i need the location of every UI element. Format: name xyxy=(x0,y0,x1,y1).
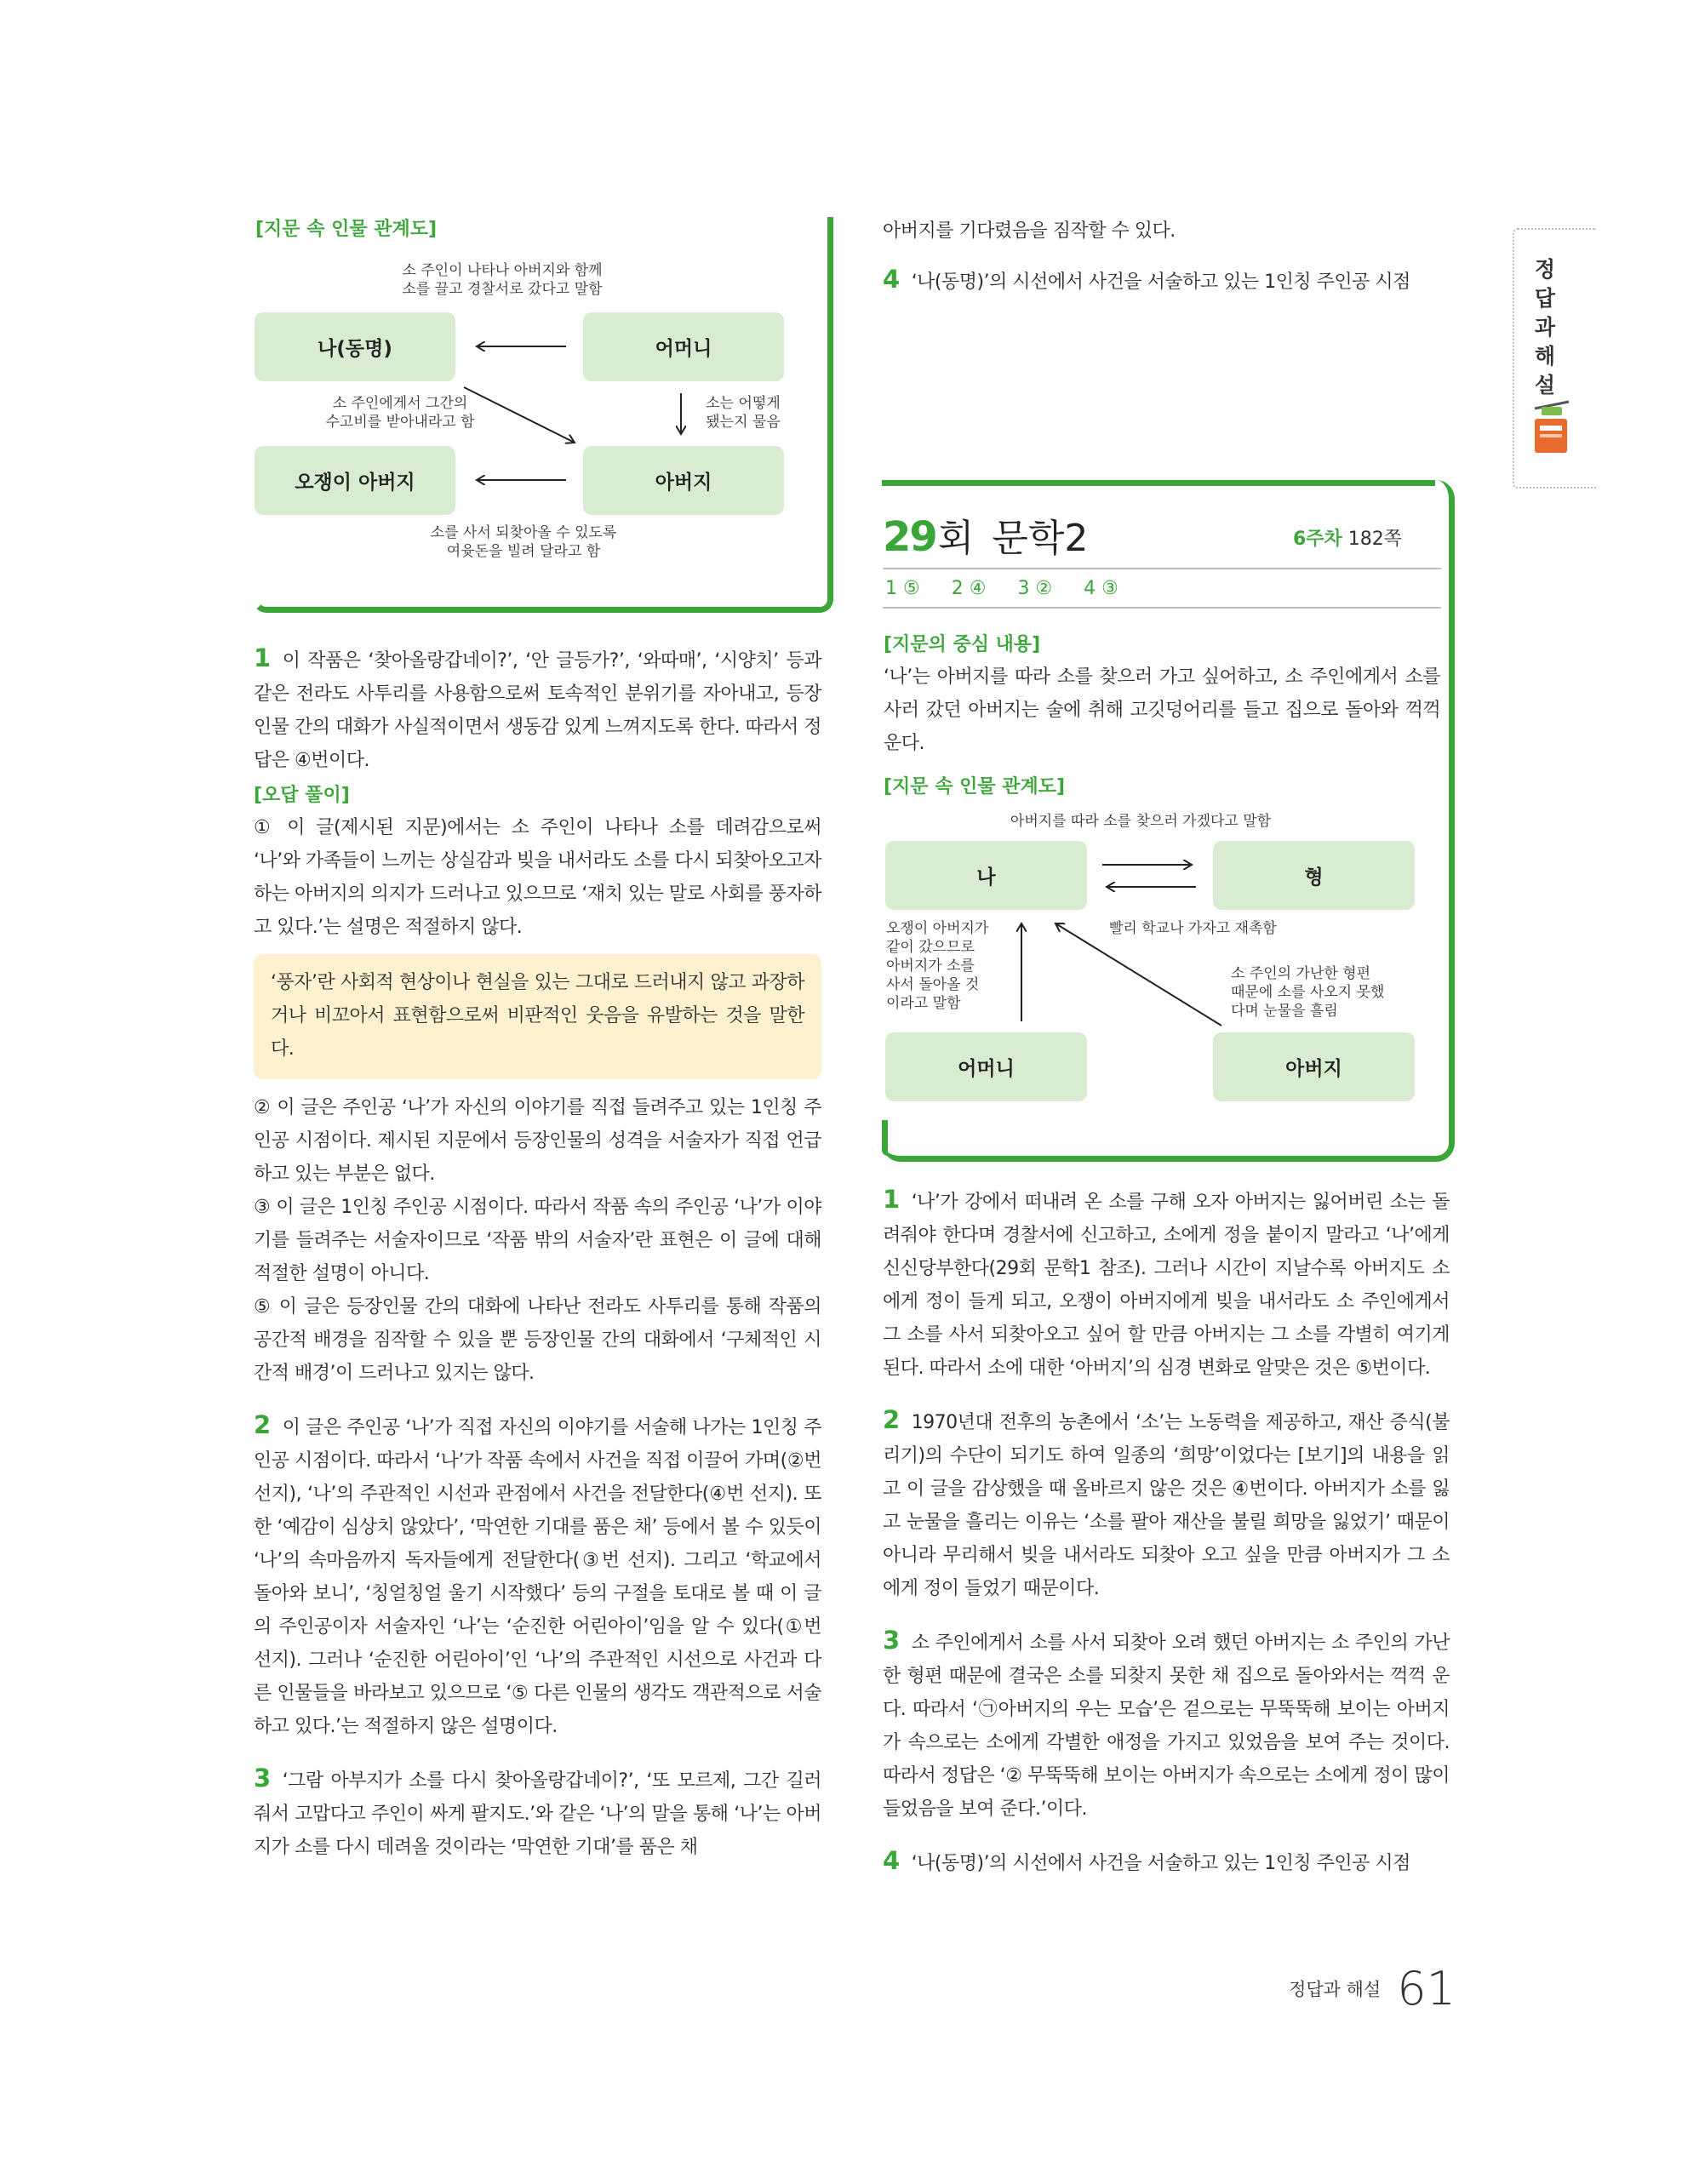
summary-text: ‘나’는 아버지를 따라 소를 찾으러 가고 싶어하고, 소 주인에게서 소를 사러 갔던 아버지는 술에 취해 고깃덩어리를 들고 집으로 돌아와 꺽꺽 운다. xyxy=(884,666,1440,754)
diagram-note: 오쟁이 아버지가 xyxy=(886,920,989,937)
diagram-note: 수고비를 받아내라고 함 xyxy=(325,414,475,431)
arrow xyxy=(1056,923,1221,1026)
diagram-note: 소를 사서 되찾아올 수 있도록 xyxy=(430,524,617,541)
diagram-note: 소 주인의 가난한 형편 xyxy=(1231,965,1371,982)
footer-label: 정답과 해설 xyxy=(1289,1979,1382,2000)
person-box-ojaeng-father: 오쟁이 아버지 xyxy=(255,446,455,515)
side-tab-label: 정답과해설 xyxy=(1534,257,1556,397)
diagram-note: 아버지를 따라 소를 찾으러 가겠다고 말함 xyxy=(1010,813,1272,830)
continued-text: 아버지를 기다렸음을 짐작할 수 있다. xyxy=(883,220,1176,242)
diagram-note: 사서 돌아올 것 xyxy=(886,976,980,993)
answer-1: 1 ‘나’가 강에서 떠내려 온 소를 구해 오자 아버지는 잃어버린 소는 돌려줘야 한다며 경찰서에 신고하고, 소에게 정을 붙이지 말라고 ‘나’에게 신신당부한다(29회 문학1 참조). 그러나 시간이 지날수록 아버지도 소에게 정이 들게 되고, 오쟁이 아버지에게 빚을 내서라도 소 주인에게서 그 소를 사서 되찾아오고 싶어 할 만큼 아버지는 그 소를 각별히 여기게 된다. 따라서 소에 대한 ‘아버지’의 심경 변화로 알맞은 것은 ⑤번이다. xyxy=(883,1185,1450,1379)
diagram-note: 같이 갔으므로 xyxy=(886,939,975,956)
wrong-answer-5: ⑤ 이 글은 등장인물 간의 대화에 나타난 전라도 사투리를 통해 작품의 공간적 배경을 짐작할 수 있을 뿐 등장인물 간의 대화에서 ‘구체적인 시간적 배경’이 드러나고 있지는 않다. xyxy=(254,1296,821,1384)
answer-2: 2 이 글은 주인공 ‘나’가 직접 자신의 이야기를 서술해 나가는 1인칭 주인공 시점이다. 따라서 ‘나’가 작품 속에서 사건을 직접 이끌어 가며(②번 선지), ‘나’의 주관적인 시선과 관점에서 사건을 전달한다(④번 선지). 또한 ‘예감이 심상치 않았다’, ‘막연한 기대를 품은 채’ 등에서 볼 수 있듯이 ‘나’의 속마음까지 독자들에게 전달한다(③번 선지). 그리고 ‘학교에서 돌아와 보니’, ‘칭얼칭얼 울기 시작했다’ 등의 구절을 토대로 볼 때 이 글의 주인공이자 서술자인 ‘나’는 ‘순진한 어린아이’임을 알 수 있다(①번 선지). 그러나 ‘순진한 어린아이’인 ‘나’의 주관적인 시선으로 사건과 다른 인물들을 바라보고 있으므로 ‘⑤ 다른 인물의 생각도 객관적으로 서술하고 있다.’는 적절하지 않은 설명이다. xyxy=(254,1410,821,1737)
summary-heading: [지문의 중심 내용] xyxy=(884,634,1041,655)
diagram-note: 소는 어떻게 xyxy=(706,395,781,412)
page-number: 61 xyxy=(1397,1962,1456,2015)
diagram-note: 빨리 학교나 가자고 재촉함 xyxy=(1109,920,1277,937)
answer-key-item: 1 ⑤ xyxy=(885,578,920,599)
note-text: ‘풍자’란 사회적 현상이나 현실을 있는 그대로 드러내지 않고 과장하거나 비꼬아서 표현함으로써 비판적인 웃음을 유발하는 것을 말한다. xyxy=(271,972,804,1060)
page-footer xyxy=(1251,1962,1456,2015)
diagram-note: 됐는지 물음 xyxy=(706,414,781,431)
week-label: 6주차 xyxy=(1292,529,1342,550)
answer-2: 2 1970년대 전후의 농촌에서 ‘소’는 노동력을 제공하고, 재산 증식(불리기)의 수단이 되기도 하여 일종의 ‘희망’이었다는 [보기]의 내용을 읽고 이 글을 감상했을 때 올바르지 않은 것은 ④번이다. 아버지가 소를 잃고 눈물을 흘리는 이유는 ‘소를 팔아 재산을 불릴 희망을 잃었기’ 때문이 아니라 무리해서 빚을 내서라도 되찾아 오고 싶을 만큼 아버지가 그 소에게 정이 들었기 때문이다. xyxy=(883,1405,1450,1599)
answer-key-item: 2 ④ xyxy=(951,578,987,599)
diagram-note: 소 주인에게서 그간의 xyxy=(332,395,468,412)
diagram-note: 소를 끌고 경찰서로 갔다고 말함 xyxy=(402,281,603,298)
person-box-father: 아버지 xyxy=(583,446,784,515)
section-hoe: 회 xyxy=(937,517,975,560)
person-box-father: 아버지 xyxy=(1213,1032,1415,1101)
wrong-answer-2: ② 이 글은 주인공 ‘나’가 자신의 이야기를 직접 들려주고 있는 1인칭 주인공 시점이다. 제시된 지문에서 등장인물의 성격을 서술자가 직접 언급하고 있는 부분은 없다. xyxy=(254,1097,821,1185)
diagram-title: [지문 속 인물 관계도] xyxy=(884,776,1066,798)
answer-key-item: 3 ② xyxy=(1017,578,1053,599)
diagram-note: 소 주인이 나타나 아버지와 함께 xyxy=(402,262,603,279)
wrong-answer-3: ③ 이 글은 1인칭 주인공 시점이다. 따라서 작품 속의 주인공 ‘나’가 이야기를 들려주는 서술자이므로 ‘작품 밖의 서술자’란 표현은 이 글에 대해 적절한 설명이 아니다. xyxy=(254,1197,821,1284)
wrong-answer-heading: [오답 풀이] xyxy=(254,785,350,806)
diagram-note: 여윳돈을 빌려 달라고 함 xyxy=(446,543,601,560)
diagram-title: [지문 속 인물 관계도] xyxy=(255,219,438,240)
diagram-note: 때문에 소를 사오지 못했 xyxy=(1231,984,1385,1001)
person-box-me: 나 xyxy=(885,841,1087,910)
diagram-note: 다며 눈물을 흘림 xyxy=(1231,1003,1338,1020)
page-reference: 182쪽 xyxy=(1347,529,1402,550)
wrong-answer-1: ① 이 글(제시된 지문)에서는 소 주인이 나타나 소를 데려감으로써 ‘나’와 가족들이 느끼는 상실감과 빚을 내서라도 소를 다시 되찾아오고자 하는 아버지의 의지가 드러나고 있으므로 ‘재치 있는 말로 사회를 풍자하고 있다.’는 설명은 적절하지 않다. xyxy=(254,817,821,938)
person-box-mother: 어머니 xyxy=(583,312,784,381)
section-number: 29 xyxy=(883,513,936,561)
person-box-mother: 어머니 xyxy=(885,1032,1087,1101)
answer-1: 1 이 작품은 ‘찾아올랑갑네이?’, ‘안 글등가?’, ‘와따매’, ‘시양치’ 등과 같은 전라도 사투리를 사용함으로써 토속적인 분위기를 자아내고, 등장인물 간의 대화가 사실적이면서 생동감 있게 느껴지도록 한다. 따라서 정답은 ④번이다. xyxy=(254,643,821,771)
diagram-note: 이라고 말함 xyxy=(886,995,961,1012)
answer-4: 4 ‘나(동명)’의 시선에서 사건을 서술하고 있는 1인칭 주인공 시점 xyxy=(883,265,1410,294)
person-box-brother: 형 xyxy=(1213,841,1415,910)
section-subject: 문학2 xyxy=(992,517,1089,560)
person-box-me: 나(동명) xyxy=(255,312,455,381)
answer-4: 4 ‘나(동명)’의 시선에서 사건을 서술하고 있는 1인칭 주인공 시점 xyxy=(883,1846,1410,1875)
diagram-note: 아버지가 소를 xyxy=(886,958,975,975)
answer-3: 3 소 주인에게서 소를 사서 되찾아 오려 했던 아버지는 소 주인의 가난한 형편 때문에 결국은 소를 되찾지 못한 채 집으로 돌아와서는 꺽꺽 운다. 따라서 ‘㉠아버지의 우는 모습’은 겉으로는 무뚝뚝해 보이는 아버지가 속으로는 소에게 각별한 애정을 가지고 있었음을 보여 주는 것이다. 따라서 정답은 ‘② 무뚝뚝해 보이는 아버지가 속으로는 소에게 정이 많이 들었음을 보여 준다.’이다. xyxy=(883,1626,1450,1820)
answer-key-item: 4 ③ xyxy=(1084,578,1118,599)
answer-3: 3 ‘그람 아부지가 소를 다시 찾아올랑갑네이?’, ‘또 모르제, 그간 길러 줘서 고맙다고 주인이 싸게 팔지도.’와 같은 ‘나’의 말을 통해 ‘나’는 아버지가 소를 다시 데려올 것이라는 ‘막연한 기대’를 품은 채 xyxy=(254,1764,821,1858)
